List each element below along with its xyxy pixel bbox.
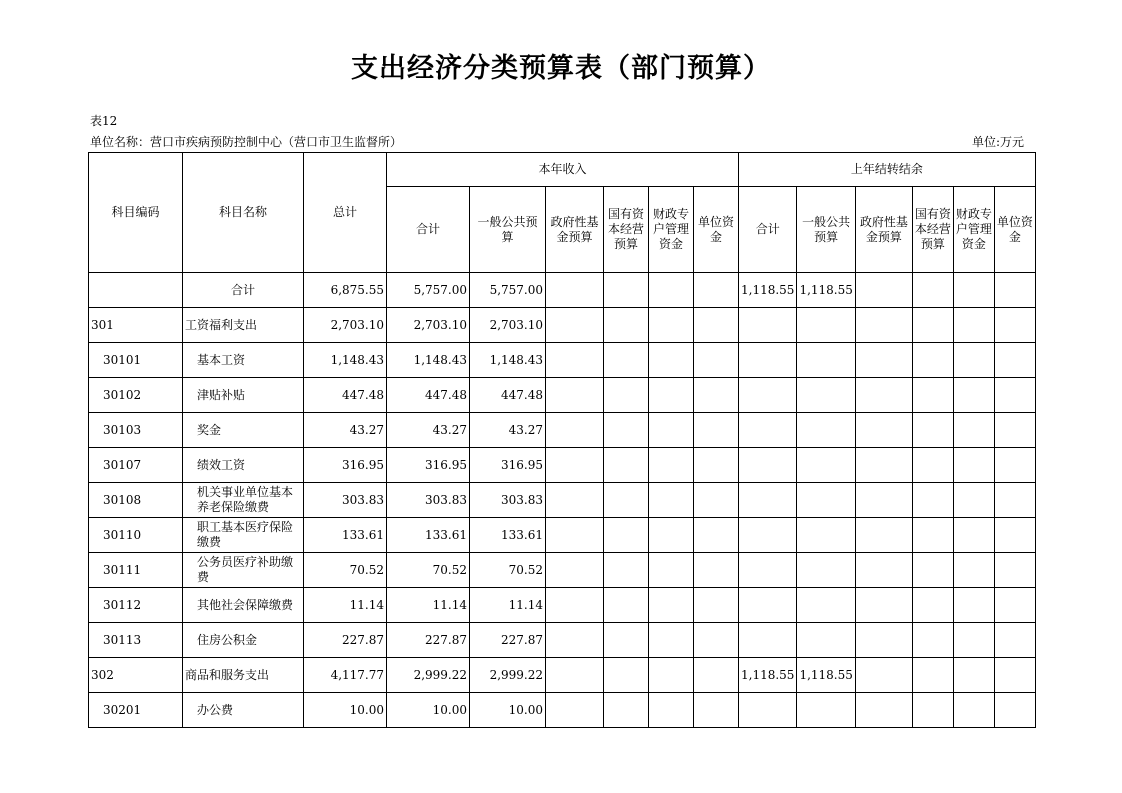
row-co-unit-fund <box>994 483 1035 518</box>
row-co-unit-fund <box>994 308 1035 343</box>
table-row <box>89 588 1036 623</box>
row-co-general <box>797 343 855 378</box>
row-co-fiscal-special <box>953 273 994 308</box>
row-co-state-capital <box>912 483 953 518</box>
row-code: 30107 <box>89 448 183 483</box>
row-cy-total: 5,757.00 <box>387 273 470 308</box>
row-code: 301 <box>89 308 183 343</box>
row-cy-total: 2,999.22 <box>387 658 470 693</box>
header-cy-gov-fund: 政府性基金预算 <box>546 187 604 273</box>
table-total-row <box>89 273 1036 308</box>
budget-table <box>88 152 1036 728</box>
row-co-unit-fund <box>994 378 1035 413</box>
table-row <box>89 378 1036 413</box>
row-name: 津贴补贴 <box>183 378 304 413</box>
row-co-total <box>739 623 797 658</box>
table-row <box>89 518 1036 553</box>
row-cy-state-capital <box>604 518 649 553</box>
row-co-gov-fund <box>855 308 912 343</box>
row-name: 办公费 <box>183 693 304 728</box>
row-co-general <box>797 378 855 413</box>
row-total: 10.00 <box>304 693 387 728</box>
row-co-general <box>797 308 855 343</box>
row-name: 基本工资 <box>183 343 304 378</box>
row-cy-general: 303.83 <box>470 483 546 518</box>
row-co-unit-fund <box>994 553 1035 588</box>
table-row <box>89 658 1036 693</box>
table-row <box>89 483 1036 518</box>
row-code: 30113 <box>89 623 183 658</box>
row-total: 11.14 <box>304 588 387 623</box>
row-cy-total: 1,148.43 <box>387 343 470 378</box>
header-co-general: 一般公共预算 <box>797 187 855 273</box>
row-co-total <box>739 413 797 448</box>
row-co-total <box>739 553 797 588</box>
row-cy-state-capital <box>604 483 649 518</box>
row-cy-gov-fund <box>546 448 604 483</box>
row-co-state-capital <box>912 378 953 413</box>
row-code: 30103 <box>89 413 183 448</box>
row-cy-general: 227.87 <box>470 623 546 658</box>
table-number: 表12 <box>90 114 118 128</box>
row-co-state-capital <box>912 343 953 378</box>
row-name: 公务员医疗补助缴费 <box>183 553 304 588</box>
row-total: 303.83 <box>304 483 387 518</box>
header-cy-total: 合计 <box>387 187 470 273</box>
table-row <box>89 623 1036 658</box>
row-name: 机关事业单位基本养老保险缴费 <box>183 483 304 518</box>
table-row <box>89 448 1036 483</box>
header-carryover: 上年结转结余 <box>739 153 1036 187</box>
row-name: 住房公积金 <box>183 623 304 658</box>
row-cy-general: 316.95 <box>470 448 546 483</box>
row-cy-state-capital <box>604 378 649 413</box>
row-cy-total: 70.52 <box>387 553 470 588</box>
row-code: 30102 <box>89 378 183 413</box>
row-co-fiscal-special <box>953 693 994 728</box>
row-co-total <box>739 518 797 553</box>
row-co-gov-fund <box>855 693 912 728</box>
header-code: 科目编码 <box>89 153 183 273</box>
row-total: 4,117.77 <box>304 658 387 693</box>
header-co-gov-fund: 政府性基金预算 <box>855 187 912 273</box>
row-cy-fiscal-special <box>649 553 694 588</box>
row-cy-general: 1,148.43 <box>470 343 546 378</box>
row-co-total <box>739 343 797 378</box>
row-cy-total: 447.48 <box>387 378 470 413</box>
row-co-unit-fund <box>994 448 1035 483</box>
row-total: 70.52 <box>304 553 387 588</box>
row-cy-gov-fund <box>546 483 604 518</box>
row-cy-fiscal-special <box>649 693 694 728</box>
row-co-state-capital <box>912 693 953 728</box>
row-co-state-capital <box>912 448 953 483</box>
row-name: 合计 <box>183 273 304 308</box>
row-co-total <box>739 378 797 413</box>
row-co-gov-fund <box>855 378 912 413</box>
row-cy-gov-fund <box>546 553 604 588</box>
row-cy-unit-fund <box>694 588 739 623</box>
row-code: 302 <box>89 658 183 693</box>
row-cy-state-capital <box>604 273 649 308</box>
row-co-state-capital <box>912 518 953 553</box>
row-co-unit-fund <box>994 413 1035 448</box>
row-cy-fiscal-special <box>649 343 694 378</box>
row-co-general <box>797 448 855 483</box>
row-co-state-capital <box>912 658 953 693</box>
row-cy-general: 2,703.10 <box>470 308 546 343</box>
row-cy-unit-fund <box>694 483 739 518</box>
row-cy-gov-fund <box>546 378 604 413</box>
row-cy-gov-fund <box>546 413 604 448</box>
row-cy-fiscal-special <box>649 658 694 693</box>
row-cy-general: 70.52 <box>470 553 546 588</box>
row-co-total: 1,118.55 <box>739 273 797 308</box>
row-cy-state-capital <box>604 623 649 658</box>
row-code: 30108 <box>89 483 183 518</box>
row-co-unit-fund <box>994 343 1035 378</box>
row-cy-general: 11.14 <box>470 588 546 623</box>
row-total: 6,875.55 <box>304 273 387 308</box>
row-co-gov-fund <box>855 588 912 623</box>
row-co-general <box>797 553 855 588</box>
row-cy-unit-fund <box>694 623 739 658</box>
row-name: 其他社会保障缴费 <box>183 588 304 623</box>
row-cy-state-capital <box>604 413 649 448</box>
row-cy-general: 133.61 <box>470 518 546 553</box>
row-name: 工资福利支出 <box>183 308 304 343</box>
row-cy-state-capital <box>604 693 649 728</box>
row-code: 30110 <box>89 518 183 553</box>
row-co-general <box>797 623 855 658</box>
row-cy-total: 2,703.10 <box>387 308 470 343</box>
row-cy-gov-fund <box>546 658 604 693</box>
page-title: 支出经济分类预算表（部门预算） <box>351 53 771 84</box>
row-co-total: 1,118.55 <box>739 658 797 693</box>
row-cy-gov-fund <box>546 693 604 728</box>
row-cy-total: 11.14 <box>387 588 470 623</box>
row-co-fiscal-special <box>953 378 994 413</box>
row-cy-unit-fund <box>694 693 739 728</box>
row-cy-total: 303.83 <box>387 483 470 518</box>
row-cy-unit-fund <box>694 553 739 588</box>
row-cy-general: 447.48 <box>470 378 546 413</box>
row-cy-unit-fund <box>694 378 739 413</box>
row-total: 447.48 <box>304 378 387 413</box>
row-cy-unit-fund <box>694 343 739 378</box>
table-row <box>89 693 1036 728</box>
row-total: 43.27 <box>304 413 387 448</box>
row-name: 商品和服务支出 <box>183 658 304 693</box>
table-row <box>89 343 1036 378</box>
row-cy-general: 43.27 <box>470 413 546 448</box>
row-code: 30201 <box>89 693 183 728</box>
row-cy-gov-fund <box>546 343 604 378</box>
row-co-unit-fund <box>994 658 1035 693</box>
row-cy-unit-fund <box>694 273 739 308</box>
row-cy-fiscal-special <box>649 483 694 518</box>
row-co-gov-fund <box>855 553 912 588</box>
row-cy-state-capital <box>604 588 649 623</box>
row-total: 2,703.10 <box>304 308 387 343</box>
table-row <box>89 413 1036 448</box>
header-co-total: 合计 <box>739 187 797 273</box>
header-co-state-capital: 国有资本经营预算 <box>912 187 953 273</box>
row-co-fiscal-special <box>953 623 994 658</box>
row-co-general: 1,118.55 <box>797 273 855 308</box>
row-co-gov-fund <box>855 518 912 553</box>
row-cy-unit-fund <box>694 413 739 448</box>
row-cy-total: 43.27 <box>387 413 470 448</box>
row-co-fiscal-special <box>953 448 994 483</box>
row-co-gov-fund <box>855 273 912 308</box>
row-total: 133.61 <box>304 518 387 553</box>
row-co-unit-fund <box>994 693 1035 728</box>
header-co-fiscal-special: 财政专户管理资金 <box>953 187 994 273</box>
row-code: 30112 <box>89 588 183 623</box>
row-name: 绩效工资 <box>183 448 304 483</box>
row-co-general <box>797 588 855 623</box>
header-cy-state-capital: 国有资本经营预算 <box>604 187 649 273</box>
row-cy-unit-fund <box>694 518 739 553</box>
row-co-fiscal-special <box>953 413 994 448</box>
row-name: 职工基本医疗保险缴费 <box>183 518 304 553</box>
row-cy-state-capital <box>604 308 649 343</box>
row-total: 227.87 <box>304 623 387 658</box>
row-co-fiscal-special <box>953 308 994 343</box>
row-co-total <box>739 588 797 623</box>
row-cy-fiscal-special <box>649 448 694 483</box>
row-co-state-capital <box>912 273 953 308</box>
row-co-state-capital <box>912 413 953 448</box>
row-cy-unit-fund <box>694 308 739 343</box>
row-name: 奖金 <box>183 413 304 448</box>
row-cy-gov-fund <box>546 273 604 308</box>
row-co-unit-fund <box>994 273 1035 308</box>
row-cy-unit-fund <box>694 658 739 693</box>
row-cy-unit-fund <box>694 448 739 483</box>
header-total: 总计 <box>304 153 387 273</box>
row-co-fiscal-special <box>953 658 994 693</box>
header-cy-fiscal-special: 财政专户管理资金 <box>649 187 694 273</box>
row-co-general <box>797 518 855 553</box>
header-cy-general: 一般公共预算 <box>470 187 546 273</box>
row-co-general <box>797 413 855 448</box>
row-cy-fiscal-special <box>649 308 694 343</box>
currency-unit: 单位:万元 <box>972 135 1025 149</box>
row-co-state-capital <box>912 623 953 658</box>
header-cy-unit-fund: 单位资金 <box>694 187 739 273</box>
row-cy-state-capital <box>604 553 649 588</box>
row-co-total <box>739 448 797 483</box>
row-co-gov-fund <box>855 623 912 658</box>
row-co-unit-fund <box>994 623 1035 658</box>
row-cy-state-capital <box>604 343 649 378</box>
row-co-state-capital <box>912 588 953 623</box>
row-cy-total: 316.95 <box>387 448 470 483</box>
row-total: 316.95 <box>304 448 387 483</box>
row-co-general: 1,118.55 <box>797 658 855 693</box>
row-cy-total: 227.87 <box>387 623 470 658</box>
header-co-unit-fund: 单位资金 <box>994 187 1035 273</box>
table-row <box>89 308 1036 343</box>
row-co-gov-fund <box>855 483 912 518</box>
row-cy-gov-fund <box>546 588 604 623</box>
row-cy-general: 5,757.00 <box>470 273 546 308</box>
table-row <box>89 553 1036 588</box>
row-co-gov-fund <box>855 658 912 693</box>
row-co-fiscal-special <box>953 588 994 623</box>
row-co-fiscal-special <box>953 553 994 588</box>
row-cy-gov-fund <box>546 308 604 343</box>
row-cy-general: 2,999.22 <box>470 658 546 693</box>
row-co-fiscal-special <box>953 483 994 518</box>
row-co-fiscal-special <box>953 518 994 553</box>
row-co-state-capital <box>912 553 953 588</box>
row-cy-fiscal-special <box>649 413 694 448</box>
row-co-total <box>739 483 797 518</box>
row-cy-fiscal-special <box>649 378 694 413</box>
row-co-gov-fund <box>855 413 912 448</box>
row-cy-general: 10.00 <box>470 693 546 728</box>
row-code <box>89 273 183 308</box>
row-cy-state-capital <box>604 658 649 693</box>
row-cy-gov-fund <box>546 518 604 553</box>
row-code: 30111 <box>89 553 183 588</box>
row-co-unit-fund <box>994 588 1035 623</box>
row-co-total <box>739 308 797 343</box>
row-co-total <box>739 693 797 728</box>
row-co-unit-fund <box>994 518 1035 553</box>
row-cy-fiscal-special <box>649 588 694 623</box>
row-cy-gov-fund <box>546 623 604 658</box>
unit-name: 单位名称：营口市疾病预防控制中心（营口市卫生监督所） <box>90 135 403 149</box>
row-total: 1,148.43 <box>304 343 387 378</box>
header-current-year: 本年收入 <box>387 153 739 187</box>
row-cy-fiscal-special <box>649 273 694 308</box>
row-co-state-capital <box>912 308 953 343</box>
row-cy-fiscal-special <box>649 623 694 658</box>
row-co-gov-fund <box>855 343 912 378</box>
header-name: 科目名称 <box>183 153 304 273</box>
row-cy-total: 133.61 <box>387 518 470 553</box>
row-code: 30101 <box>89 343 183 378</box>
row-cy-total: 10.00 <box>387 693 470 728</box>
row-co-general <box>797 693 855 728</box>
row-cy-state-capital <box>604 448 649 483</box>
row-co-gov-fund <box>855 448 912 483</box>
row-co-general <box>797 483 855 518</box>
row-co-fiscal-special <box>953 343 994 378</box>
row-cy-fiscal-special <box>649 518 694 553</box>
